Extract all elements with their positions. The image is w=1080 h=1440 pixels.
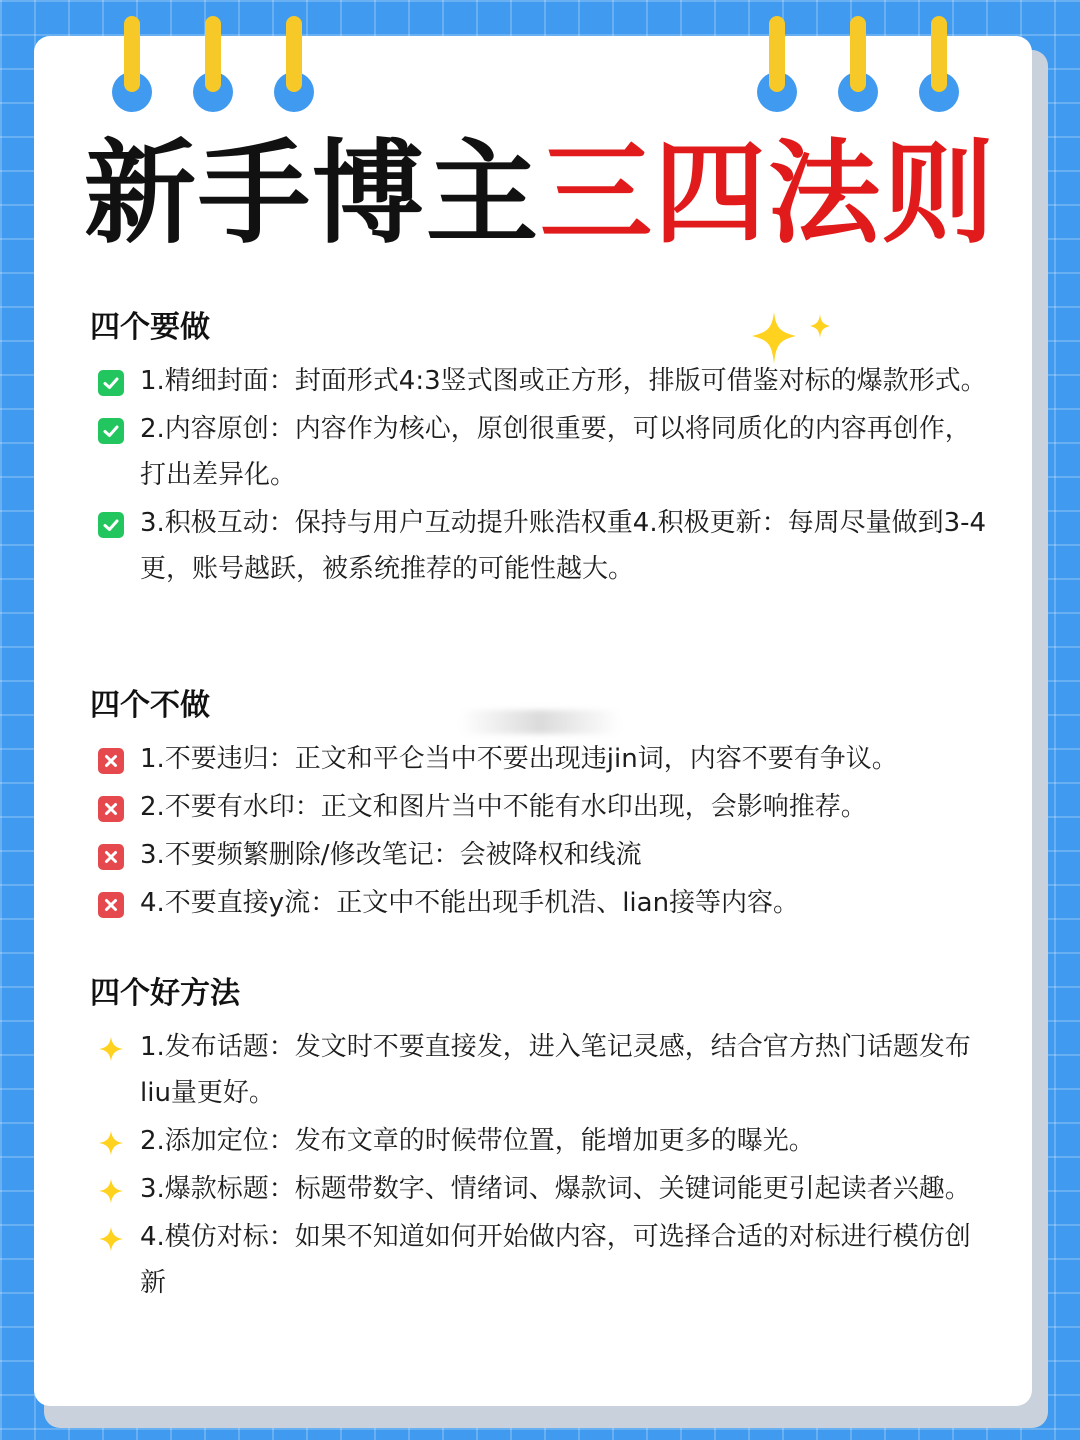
binder-ring [757,16,797,112]
binder-ring [112,16,152,112]
binder-ring [274,16,314,112]
binder-ring [838,16,878,112]
title-part-black: 新手博主 [84,129,540,259]
title-part-red: 三四法则 [540,129,996,259]
check-icon [98,512,124,538]
list-item [90,880,990,926]
item-text: 2.内容原创：内容作为核心，原创很重要，可以将同质化的内容再创作，打出差异化。 [140,414,971,490]
section-dont-do [90,684,990,928]
item-text: 4.不要直接y流：正文中不能出现手机浩、lian接等内容。 [140,888,800,918]
section-must-do [90,306,990,594]
list-item [90,736,990,782]
cross-icon [98,892,124,918]
item-text: 3.爆款标题：标题带数字、情绪词、爆款词、关键词能更引起读者兴趣。 [140,1174,971,1204]
binder-ring [919,16,959,112]
list-item [90,784,990,830]
sparkle-icon [98,1036,124,1062]
list-item [90,1214,990,1306]
sparkle-icon [98,1178,124,1204]
section-heading: 四个好方法 [90,976,240,1011]
cross-icon [98,844,124,870]
section-heading: 四个要做 [90,310,210,345]
item-text: 1.不要违归：正文和平仑当中不要出现违jin词，内容不要有争议。 [140,744,898,774]
binder-ring [193,16,233,112]
item-text: 3.不要频繁删除/修改笔记：会被降权和线流 [140,840,642,870]
check-icon [98,418,124,444]
section-heading: 四个不做 [90,688,210,723]
item-text: 1.发布话题：发文时不要直接发，进入笔记灵感，结合官方热门话题发布liu量更好。 [140,1032,971,1108]
item-text: 4.模仿对标：如果不知道如何开始做内容，可选择合适的对标进行模仿创新 [140,1222,971,1298]
section-good-methods [90,972,990,1308]
item-text: 2.添加定位：发布文章的时候带位置，能增加更多的曝光。 [140,1126,815,1156]
list-item [90,358,990,404]
cross-icon [98,748,124,774]
list-item [90,1118,990,1164]
list-item [90,406,990,498]
cross-icon [98,796,124,822]
list-item [90,1024,990,1116]
sparkle-icon [98,1226,124,1252]
check-icon [98,370,124,396]
item-text: 3.积极互动：保持与用户互动提升账浩权重4.积极更新：每周尽量做到3-4更，账号越跃，被系统推荐的可能性越大。 [140,508,987,584]
sparkle-icon [98,1130,124,1156]
list-item [90,500,990,592]
item-text: 2.不要有水印：正文和图片当中不能有水印出现，会影响推荐。 [140,792,867,822]
page-title [0,129,1080,259]
item-text: 1.精细封面：封面形式4:3竖式图或正方形，排版可借鉴对标的爆款形式。 [140,366,987,396]
list-item [90,832,990,878]
list-item [90,1166,990,1212]
